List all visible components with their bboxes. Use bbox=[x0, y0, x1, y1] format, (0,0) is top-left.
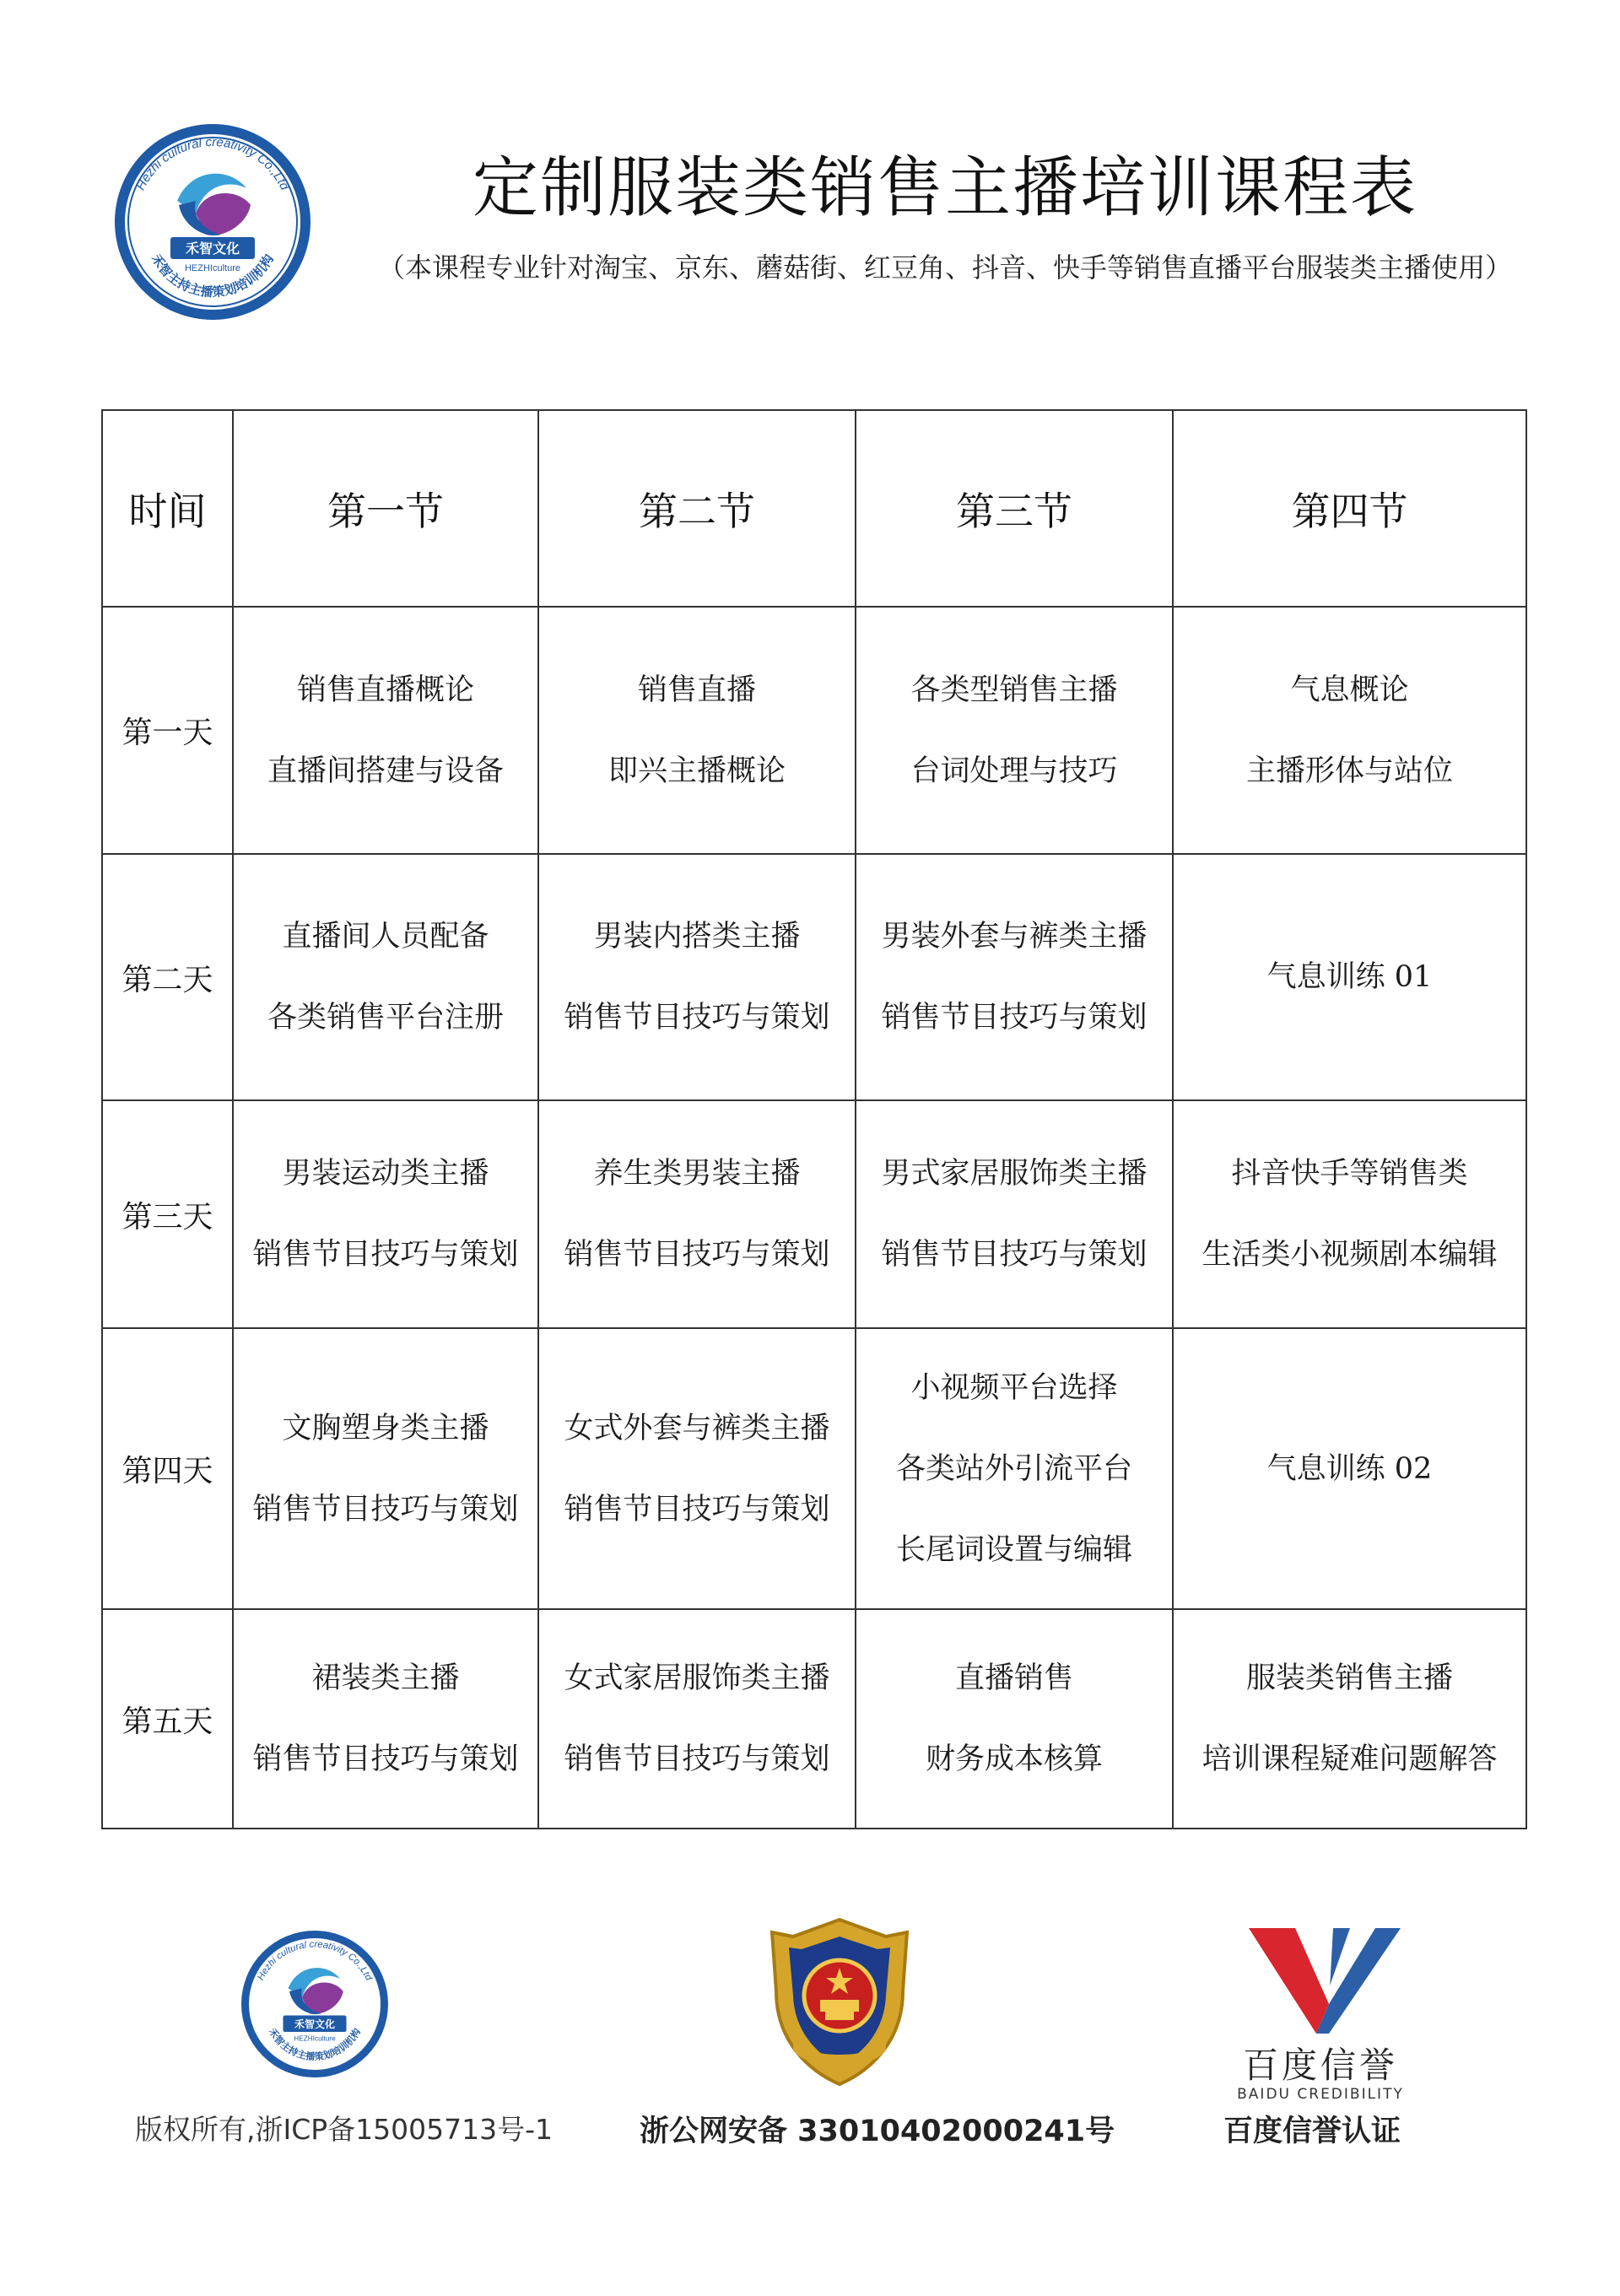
course-cell: 裙装类主播 销售节目技巧与策划 bbox=[233, 1609, 538, 1829]
schedule-table bbox=[101, 409, 1527, 1829]
table-row bbox=[102, 1609, 1526, 1829]
hezhi-logo-icon bbox=[111, 121, 314, 323]
table-row bbox=[102, 607, 1526, 854]
table-row bbox=[102, 854, 1526, 1100]
course-cell: 各类型销售主播 台词处理与技巧 bbox=[856, 607, 1173, 854]
logo-bottom-text: 禾智主持主播策划培训机构 bbox=[148, 251, 278, 300]
course-cell: 销售直播概论 直播间搭建与设备 bbox=[233, 607, 538, 854]
baidu-cert-text: 百度信誉认证 bbox=[1223, 2115, 1401, 2148]
table-row bbox=[102, 1100, 1526, 1328]
baidu-credibility-icon bbox=[1249, 1928, 1401, 2038]
course-cell: 销售直播 即兴主播概论 bbox=[538, 607, 856, 854]
header-period-4: 第四节 bbox=[1173, 410, 1526, 607]
course-cell: 气息概论 主播形体与站位 bbox=[1173, 607, 1526, 854]
page-title: 定制服装类销售主播培训课程表 bbox=[472, 150, 1418, 226]
table-header-row bbox=[102, 410, 1526, 607]
day-label: 第二天 bbox=[102, 854, 233, 1100]
course-cell: 女式外套与裤类主播 销售节目技巧与策划 bbox=[538, 1328, 856, 1609]
course-cell: 男装内搭类主播 销售节目技巧与策划 bbox=[538, 854, 856, 1100]
day-label: 第四天 bbox=[102, 1328, 233, 1609]
hezhi-footer-logo-icon bbox=[239, 1928, 391, 2080]
copyright-text: 版权所有,浙ICP备15005713号-1 bbox=[135, 2113, 554, 2146]
logo-brand: 禾智文化 bbox=[185, 240, 240, 257]
course-cell: 气息训练 01 bbox=[1173, 854, 1526, 1100]
footer-logo-bottom-text: 禾智主持主播策划培训机构 bbox=[266, 2026, 364, 2063]
header-time: 时间 bbox=[102, 410, 233, 607]
footer-logo-ring-text: Hezhi cultural creativity Co.,Ltd bbox=[256, 1939, 374, 1982]
course-cell: 文胸塑身类主播 销售节目技巧与策划 bbox=[233, 1328, 538, 1609]
police-emblem-icon bbox=[759, 1915, 920, 2093]
header-period-3: 第三节 bbox=[856, 410, 1173, 607]
police-record-text: 浙公网安备 33010402000241号 bbox=[640, 2115, 1115, 2148]
course-cell: 男装运动类主播 销售节目技巧与策划 bbox=[233, 1100, 538, 1328]
header-period-1: 第一节 bbox=[233, 410, 538, 607]
baidu-cn-label: 百度信誉 bbox=[1242, 2045, 1398, 2086]
logo-ring-text: Hezhi cultural creativity Co.,Ltd bbox=[133, 134, 292, 193]
day-label: 第三天 bbox=[102, 1100, 233, 1328]
day-label: 第五天 bbox=[102, 1609, 233, 1829]
course-cell: 女式家居服饰类主播 销售节目技巧与策划 bbox=[538, 1609, 856, 1829]
page-subtitle: （本课程专业针对淘宝、京东、蘑菇街、红豆角、抖音、快手等销售直播平台服装类主播使用） bbox=[377, 251, 1512, 284]
footer-logo-brand: 禾智文化 bbox=[294, 2018, 336, 2030]
logo-brand-en: HEZHIculture bbox=[184, 263, 241, 273]
footer-logo-brand-en: HEZHIculture bbox=[294, 2034, 336, 2043]
course-cell: 男式家居服饰类主播 销售节目技巧与策划 bbox=[856, 1100, 1173, 1328]
course-cell: 服装类销售主播 培训课程疑难问题解答 bbox=[1173, 1609, 1526, 1829]
course-cell: 男装外套与裤类主播 销售节目技巧与策划 bbox=[856, 854, 1173, 1100]
course-cell: 养生类男装主播 销售节目技巧与策划 bbox=[538, 1100, 856, 1328]
course-cell: 小视频平台选择 各类站外引流平台 长尾词设置与编辑 bbox=[856, 1328, 1173, 1609]
day-label: 第一天 bbox=[102, 607, 233, 854]
course-cell: 直播销售 财务成本核算 bbox=[856, 1609, 1173, 1829]
course-cell: 气息训练 02 bbox=[1173, 1328, 1526, 1609]
header-period-2: 第二节 bbox=[538, 410, 856, 607]
course-cell: 抖音快手等销售类 生活类小视频剧本编辑 bbox=[1173, 1100, 1526, 1328]
baidu-en-label: BAIDU CREDIBILITY bbox=[1237, 2086, 1404, 2103]
table-row bbox=[102, 1328, 1526, 1609]
course-cell: 直播间人员配备 各类销售平台注册 bbox=[233, 854, 538, 1100]
